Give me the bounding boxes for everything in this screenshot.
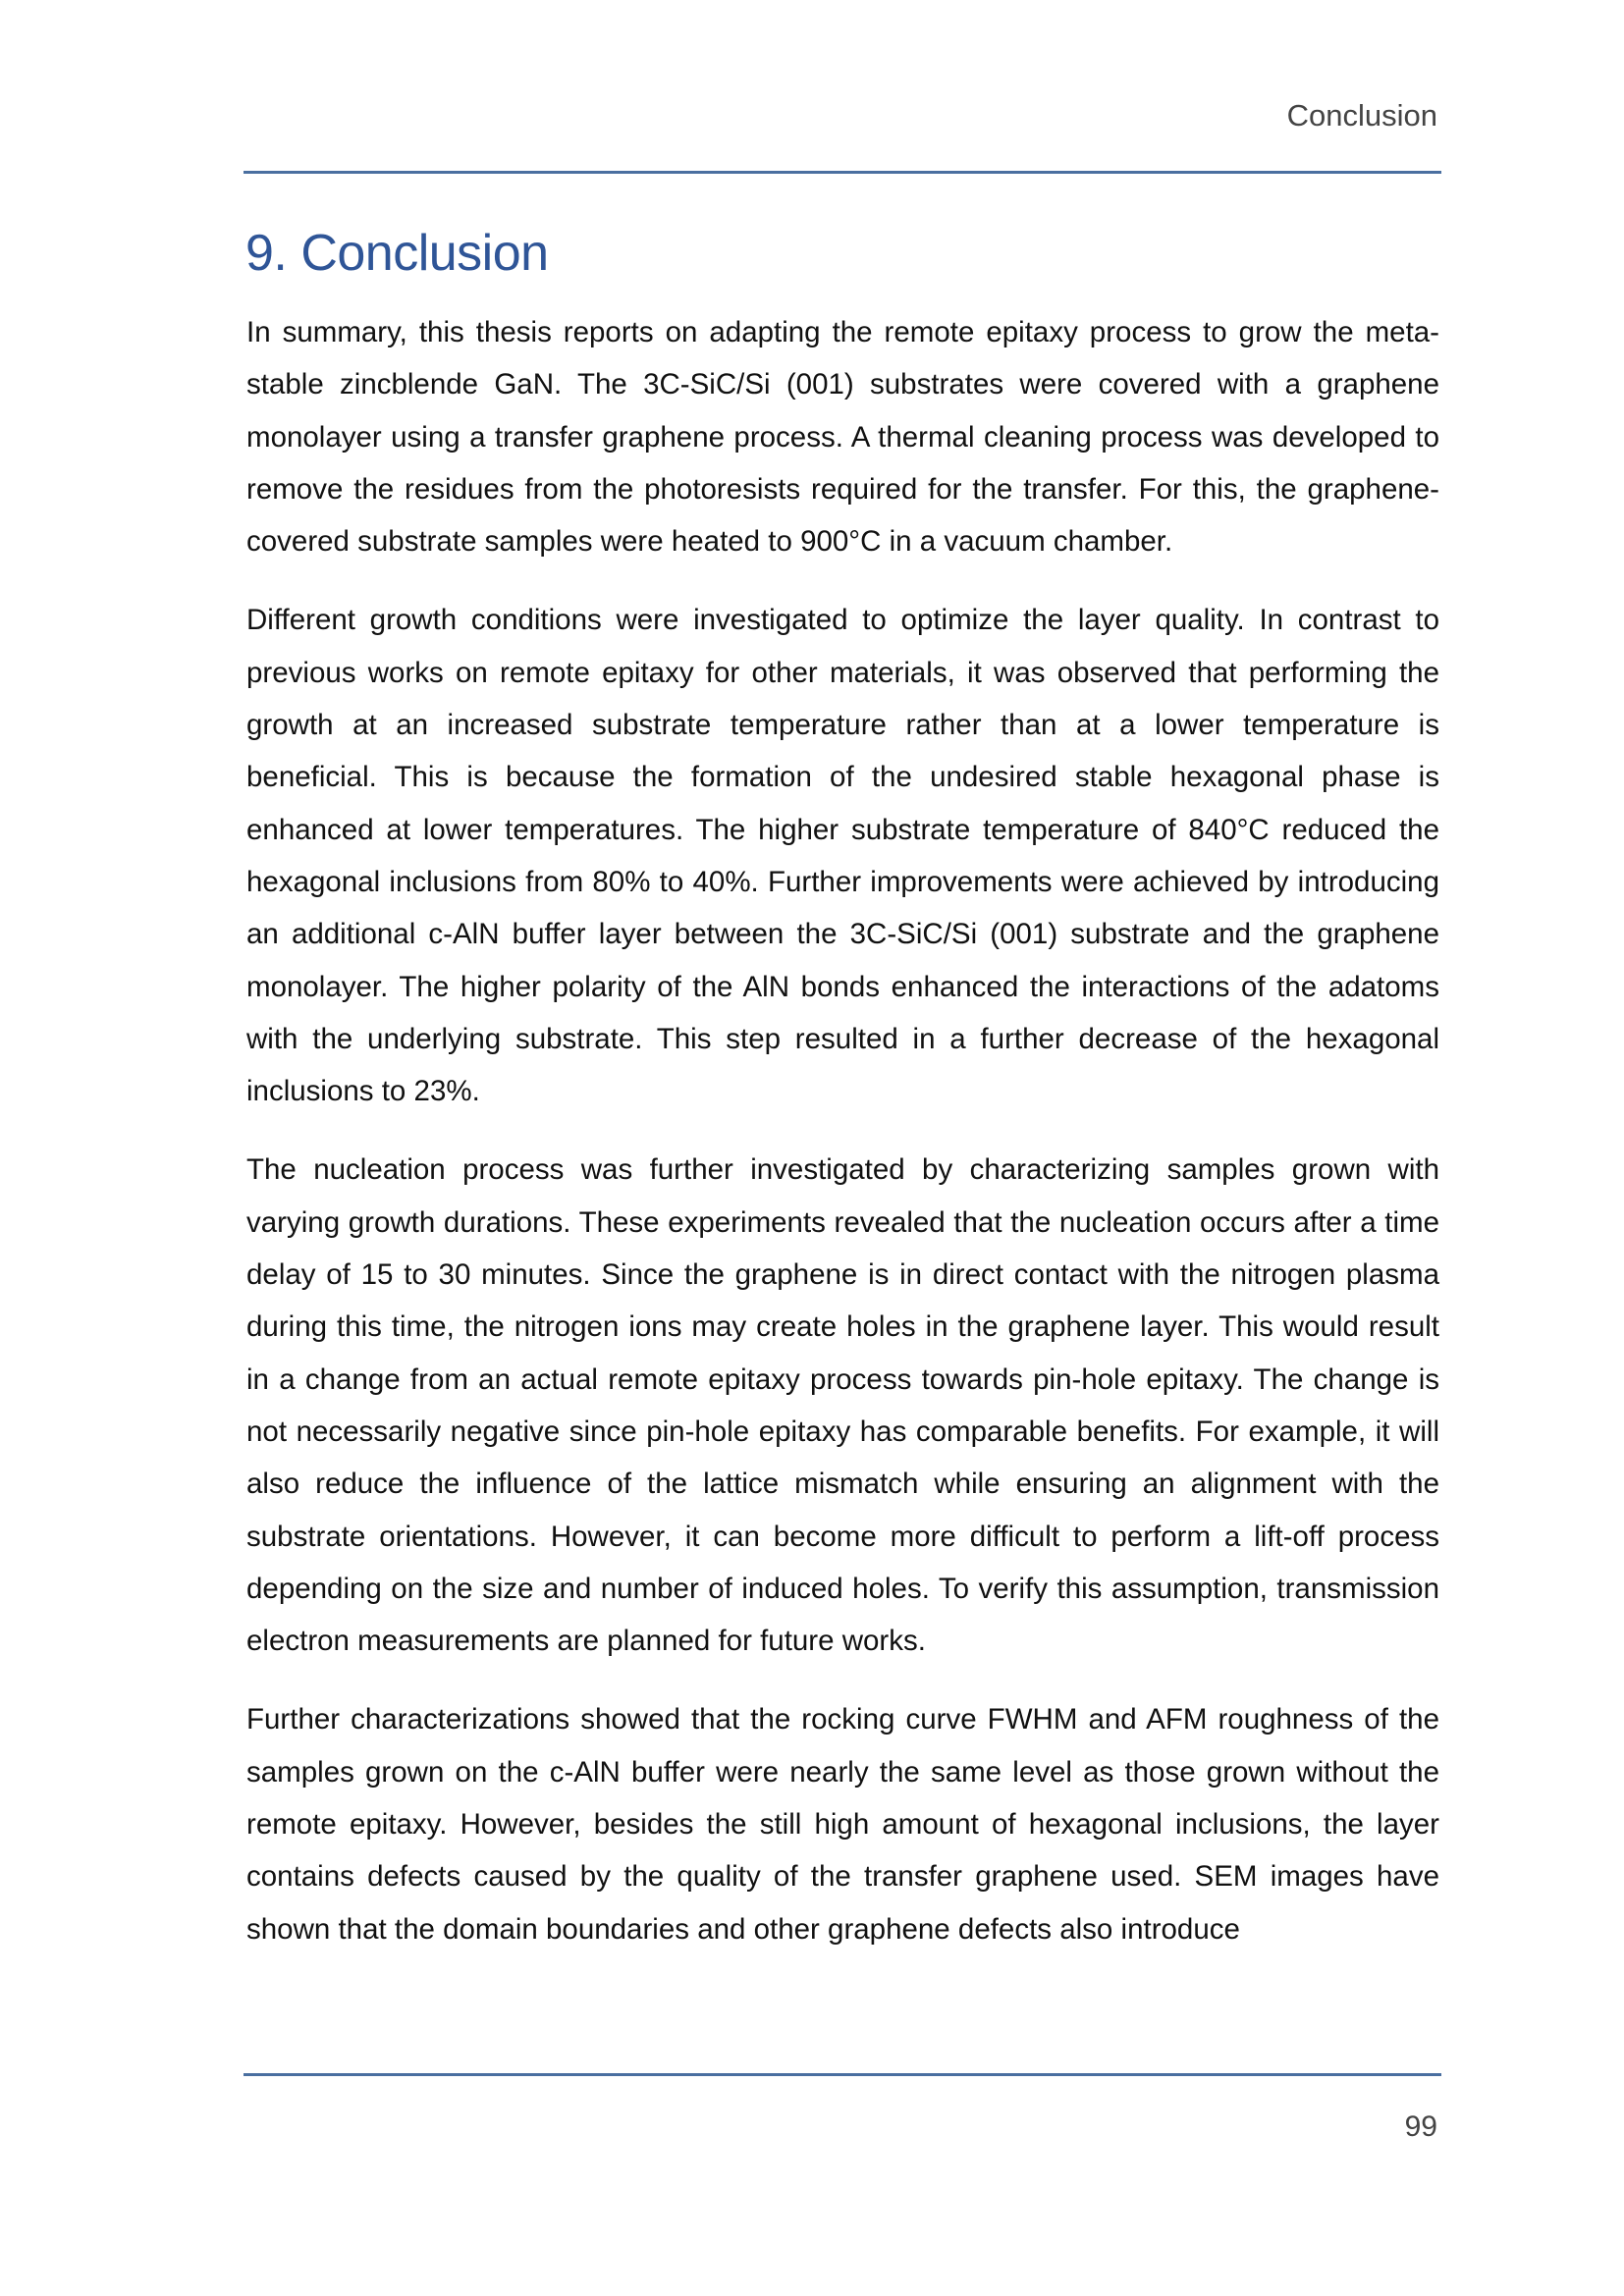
paragraph: The nucleation process was further investigated by characterizing samples grown with varying growth durations. These experiments revealed that the nucleation occurs after a time delay of 15 to 30 minutes. Since the graphene is in direct contact with the nitrogen plasma during this time, the nitrogen ions may create holes in the graphene layer. This would result in a change from an actual remote epitaxy process towards pin-hole epitaxy. The change is not necessarily negative since pin-hole epitaxy has comparable benefits. For example, it will also reduce the influence of the lattice mismatch while ensuring an alignment with the substrate orientations. However, it can become more difficult to perform a lift-off process depending on the size and number of induced holes. To verify this assumption, transmission electron measurements are planned for future works. xyxy=(246,1153,1439,1658)
page-number: 99 xyxy=(1404,2110,1437,2143)
footer-rule xyxy=(244,2073,1441,2076)
chapter-title: 9. Conclusion xyxy=(245,225,549,282)
paragraph: Further characterizations showed that the rocking curve FWHM and AFM roughness of the samples grown on the c-AlN buffer were nearly the same level as those grown without the remote epitaxy. However, besides the still high amount of hexagonal inclusions, the layer contains defects caused by the quality of the transfer graphene used. SEM images have shown that the domain boundaries and other graphene defects also introduce xyxy=(246,1703,1439,1946)
header-rule xyxy=(244,171,1441,174)
paragraph: Different growth conditions were investigated to optimize the layer quality. In contrast to previous works on remote epitaxy for other materials, it was observed that performing the growth at an increased substrate temperature rather than at a lower temperature is beneficial. This is because the formation of the undesired stable hexagonal phase is enhanced at lower temperatures. The higher substrate temperature of 840°C reduced the hexagonal inclusions from 80% to 40%. Further improvements were achieved by introducing an additional c-AlN buffer layer between the 3C-SiC/Si (001) substrate and the graphene monolayer. The higher polarity of the AlN bonds enhanced the interactions of the adatoms with the underlying substrate. This step resulted in a further decrease of the hexagonal inclusions to 23%. xyxy=(246,604,1439,1108)
paragraph: In summary, this thesis reports on adapting the remote epitaxy process to grow the meta-stable zincblende GaN. The 3C-SiC/Si (001) substrates were covered with a graphene monolayer using a transfer graphene process. A thermal cleaning process was developed to remove the residues from the photoresists required for the transfer. For this, the graphene-covered substrate samples were heated to 900°C in a vacuum chamber. xyxy=(246,316,1439,559)
body-text xyxy=(246,306,1439,1982)
running-header-title: Conclusion xyxy=(1286,98,1437,133)
